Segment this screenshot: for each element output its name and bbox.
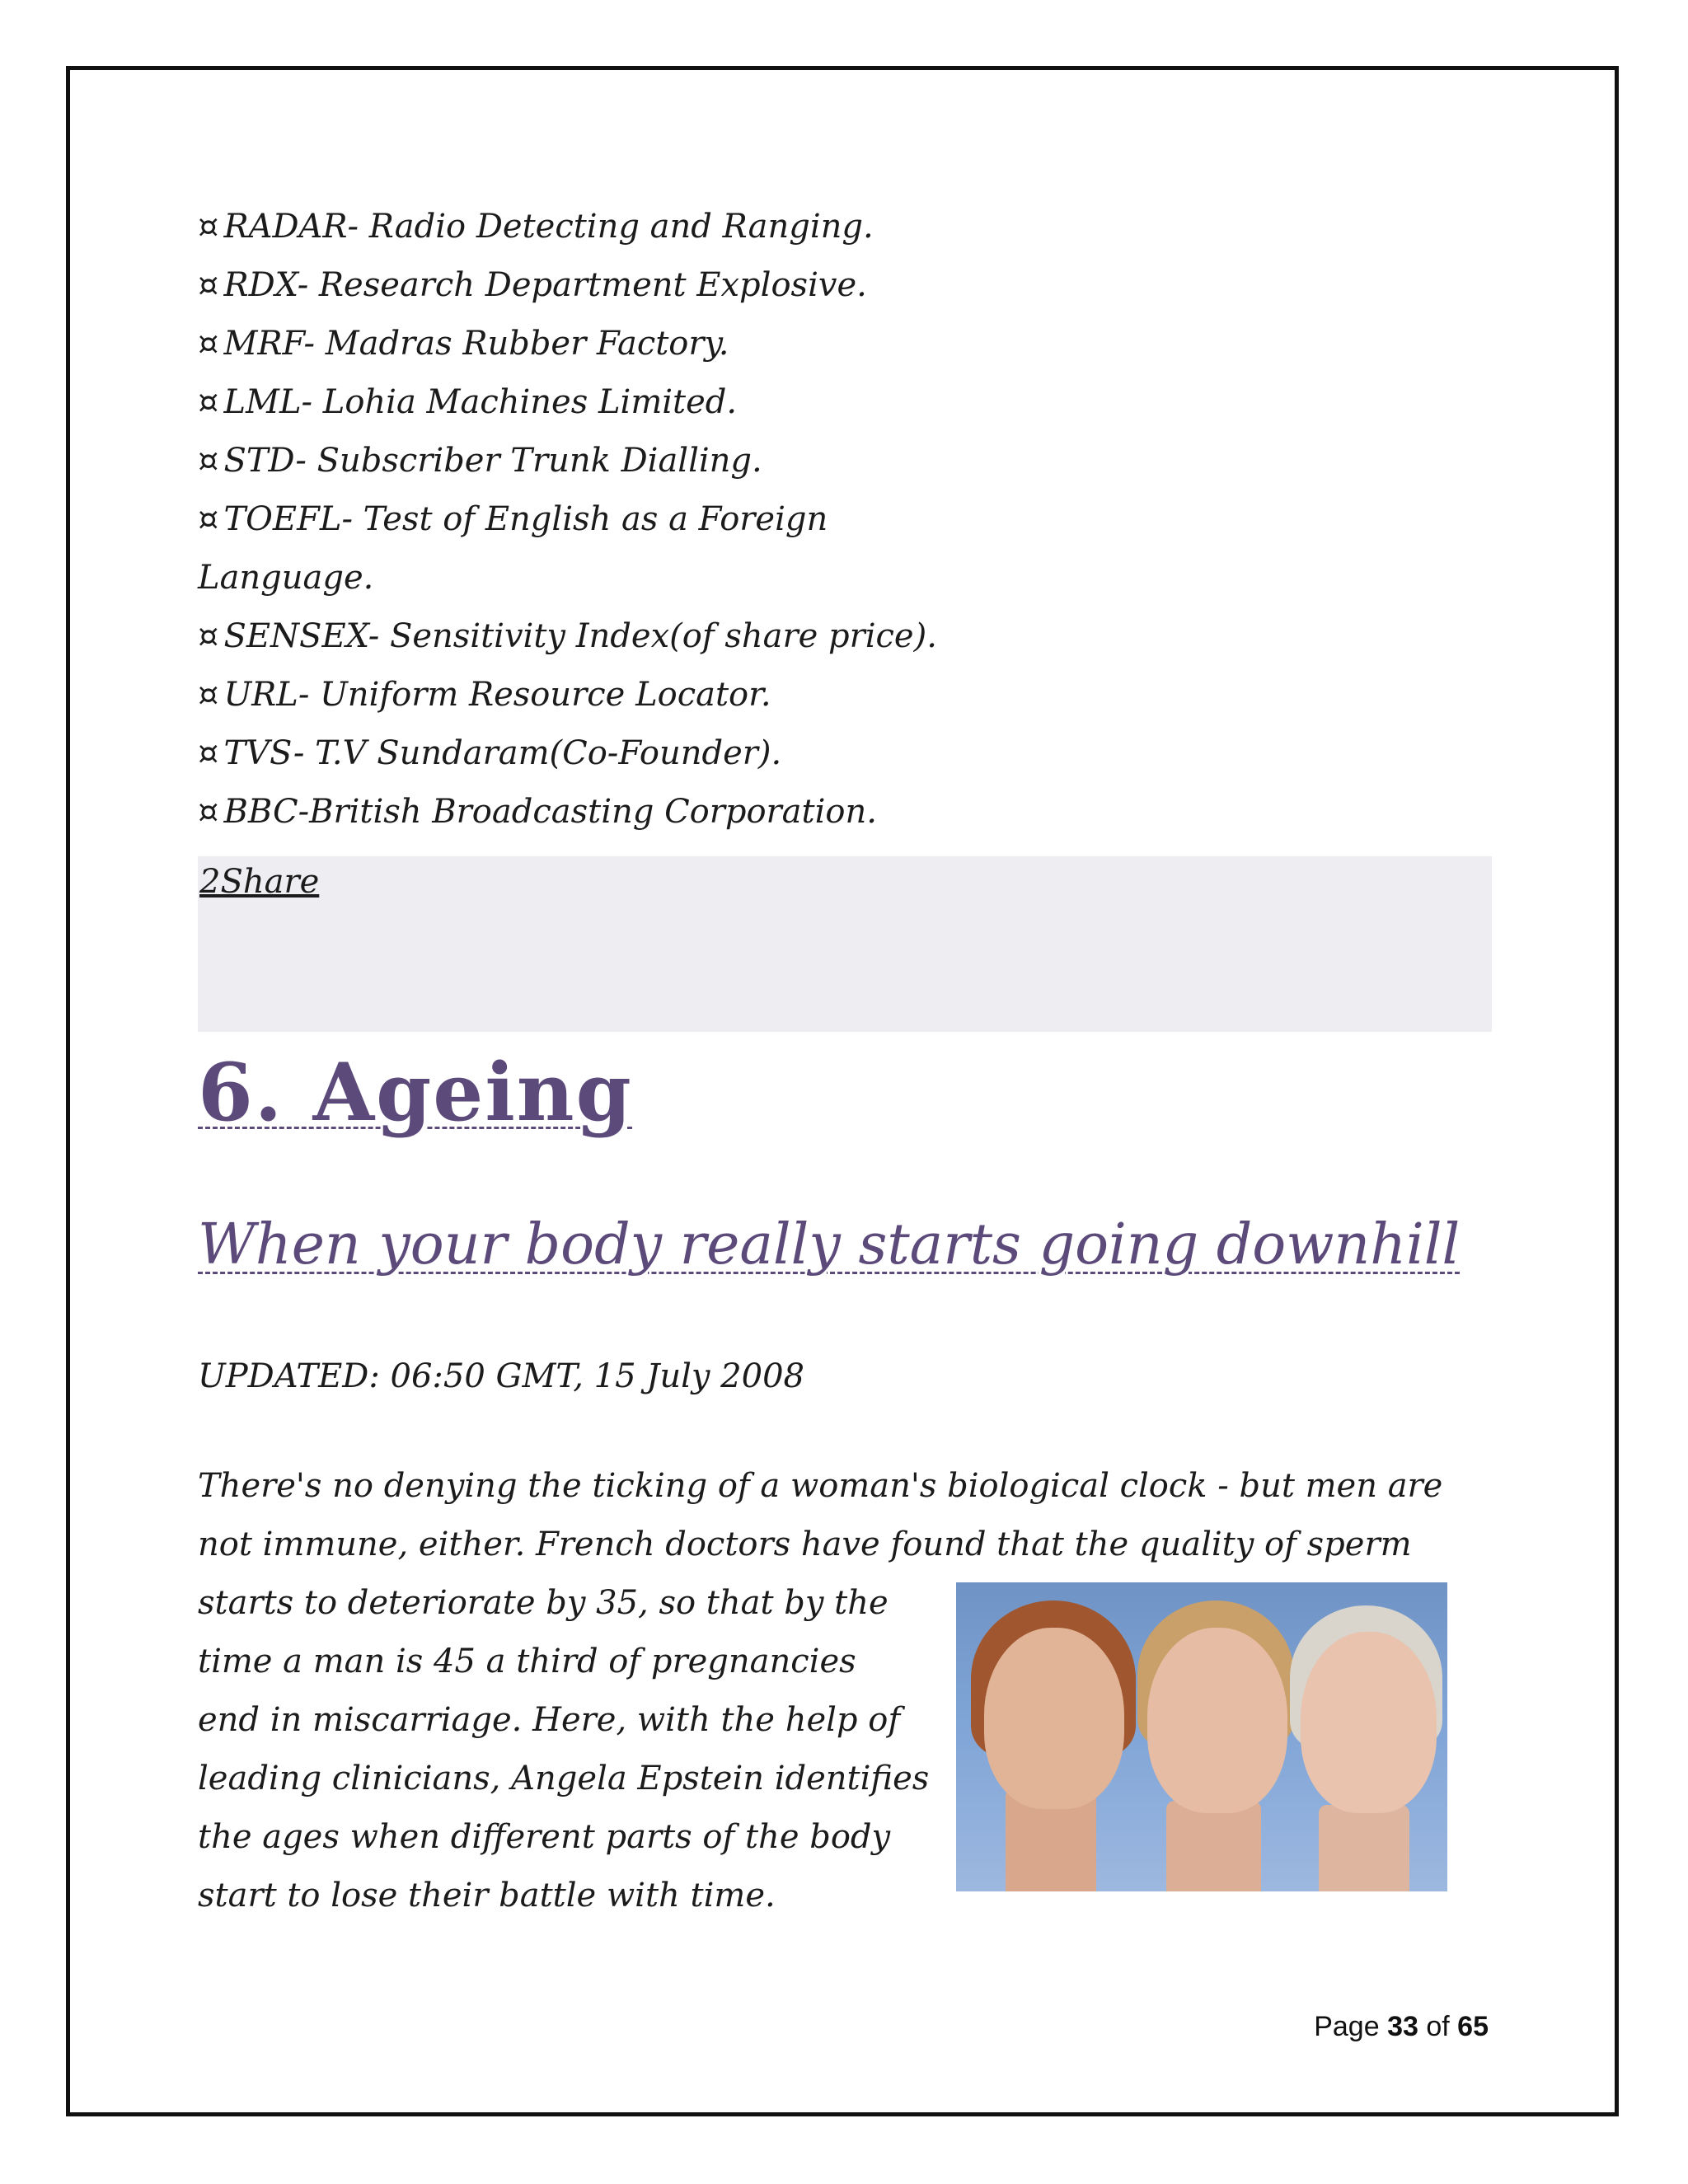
- article-line: not immune, either. French doctors have found that the quality of sperm: [198, 1526, 1412, 1563]
- article-headline[interactable]: When your body really starts going downhill: [198, 1212, 1461, 1277]
- bullet-icon: ¤: [198, 442, 219, 480]
- list-item: ¤ MRF- Madras Rubber Factory.: [198, 325, 729, 363]
- neck-shape: [1319, 1805, 1409, 1891]
- article-line: starts to deteriorate by 35, so that by the: [198, 1584, 889, 1622]
- list-item: ¤ RADAR- Radio Detecting and Ranging.: [198, 208, 874, 246]
- article-wrapped-text: [198, 1574, 940, 1925]
- share-box: [198, 856, 1492, 1032]
- page-number: Page 33 of 65: [1314, 2011, 1489, 2042]
- list-item-continuation: Language.: [198, 559, 374, 597]
- bullet-icon: ¤: [198, 383, 219, 421]
- neck-shape: [1166, 1801, 1261, 1891]
- list-item: ¤ STD- Subscriber Trunk Dialling.: [198, 442, 762, 480]
- share-link[interactable]: 2Share: [199, 863, 320, 901]
- list-item: ¤ RDX- Research Department Explosive.: [198, 266, 867, 304]
- section-title: 6. Ageing: [198, 1046, 633, 1139]
- list-item: ¤ TOEFL- Test of English as a Foreign: [198, 500, 828, 538]
- face-shape: [984, 1628, 1124, 1809]
- list-item: ¤ TVS- T.V Sundaram(Co-Founder).: [198, 734, 782, 772]
- abbreviation-list: [198, 198, 1492, 841]
- bullet-icon: ¤: [198, 734, 219, 772]
- article-line: There's no denying the ticking of a woman's biological clock - but men are: [198, 1467, 1443, 1505]
- article-line: end in miscarriage. Here, with the help of: [198, 1701, 901, 1739]
- bullet-icon: ¤: [198, 266, 219, 304]
- list-item: ¤ LML- Lohia Machines Limited.: [198, 383, 738, 421]
- article-line: start to lose their battle with time.: [198, 1877, 776, 1915]
- article-body: [198, 1457, 1492, 1925]
- bullet-icon: ¤: [198, 793, 219, 831]
- ageing-faces-photo: [956, 1582, 1447, 1891]
- article-line: leading clinicians, Angela Epstein identifies: [198, 1760, 930, 1797]
- article-line: the ages when different parts of the body: [198, 1818, 891, 1856]
- article-line: time a man is 45 a third of pregnancies: [198, 1643, 856, 1680]
- list-item: ¤ BBC-British Broadcasting Corporation.: [198, 793, 877, 831]
- list-item: ¤ URL- Uniform Resource Locator.: [198, 676, 771, 714]
- list-item: ¤ SENSEX- Sensitivity Index(of share price).: [198, 617, 937, 655]
- face-shape: [1301, 1632, 1437, 1813]
- updated-timestamp: UPDATED: 06:50 GMT, 15 July 2008: [198, 1357, 804, 1395]
- bullet-icon: ¤: [198, 617, 219, 655]
- bullet-icon: ¤: [198, 500, 219, 538]
- bullet-icon: ¤: [198, 208, 219, 246]
- bullet-icon: ¤: [198, 325, 219, 363]
- page-content: [198, 198, 1492, 1925]
- face-shape: [1147, 1628, 1287, 1813]
- bullet-icon: ¤: [198, 676, 219, 714]
